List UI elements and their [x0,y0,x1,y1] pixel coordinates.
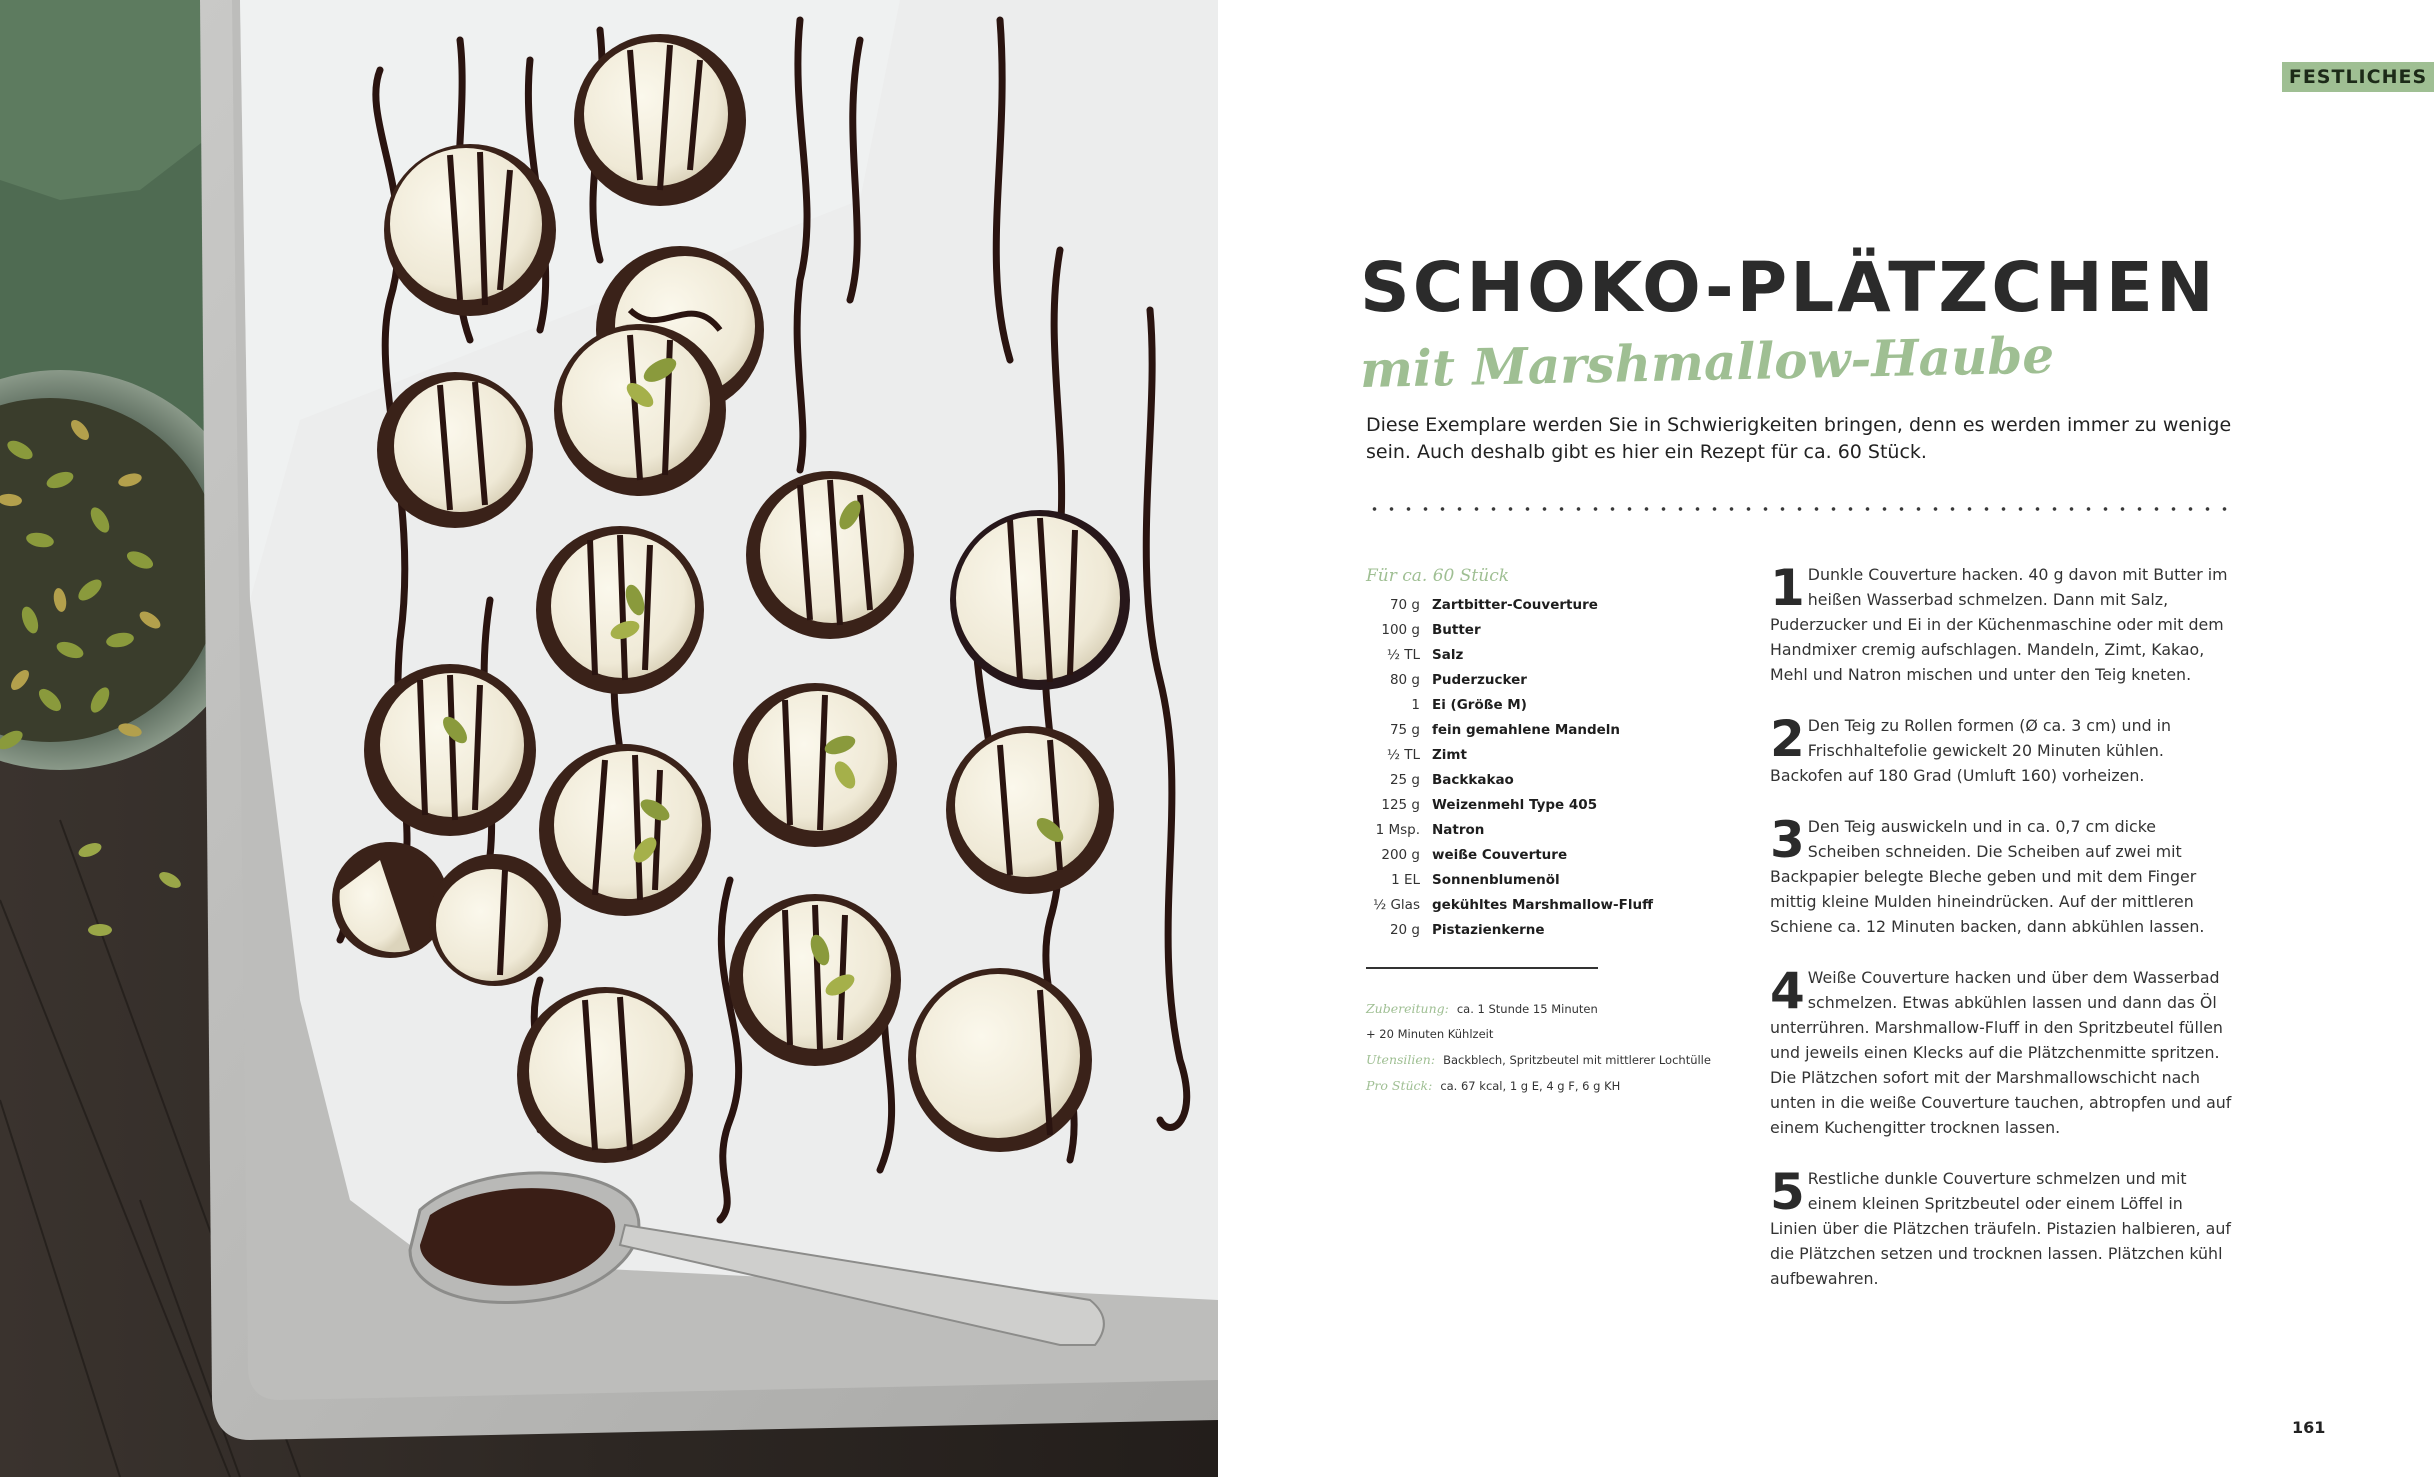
ingredient-qty: 200 g [1381,846,1420,863]
ingredient-qty: ½ Glas [1373,896,1420,913]
step-text: Den Teig auswickeln und in ca. 0,7 cm dicke Scheiben schneiden. Die Scheiben auf zwei mit Backpapier belegte Bleche geben und mit dem Finger mittig kleine Mulden hineindrücken. Auf der mittleren Schiene ca. 12 Minuten backen, dann abkühlen lassen. [1770,817,2205,936]
step [1770,811,2232,939]
step-number: 5 [1770,1163,1804,1221]
ingredient-name: Backkakao [1432,771,1514,788]
ingredient-name: fein gemahlene Mandeln [1432,721,1621,738]
ingredient-name: Salz [1432,646,1464,663]
ingredient-row [1352,692,1692,717]
ingredient-row [1352,717,1692,742]
ingredient-name: Natron [1432,821,1485,838]
ingredients-heading: Für ca. 60 Stück [1366,566,1510,586]
ingredient-qty: 125 g [1381,796,1420,813]
ingredient-qty: 100 g [1381,621,1420,638]
recipe-subtitle: mit Marshmallow-Haube [1359,325,2055,399]
ingredients-rule [1366,967,1598,969]
ingredient-name: Puderzucker [1432,671,1527,688]
utensils-value: Backblech, Spritzbeutel mit mittlerer Lochtülle [1443,1053,1711,1067]
ingredient-qty: 25 g [1389,771,1420,788]
ingredients-list [1352,592,1692,942]
step-number: 3 [1770,811,1804,869]
step-number: 1 [1770,559,1804,617]
ingredient-name: Zimt [1432,746,1467,763]
utensils [1366,1047,1711,1073]
ingredient-qty: 1 EL [1391,871,1420,888]
ingredient-name: Ei (Größe M) [1432,696,1527,713]
ingredient-row [1352,892,1692,917]
ingredient-row [1352,617,1692,642]
ingredient-name: Pistazienkerne [1432,921,1545,938]
ingredient-row [1352,842,1692,867]
ingredient-row [1352,817,1692,842]
per-piece [1366,1073,1706,1099]
step [1770,1163,2232,1291]
step-number: 4 [1770,962,1804,1020]
steps-list [1770,559,2232,1317]
ingredient-qty: 1 Msp. [1375,821,1420,838]
step-text: Restliche dunkle Couverture schmelzen und mit einem kleinen Spritzbeutel oder einem Löffel in Linien über die Plätzchen träufeln. Pistazien halbieren, auf die Plätzchen setzen und trocknen lassen. Plätzchen kühl aufbewahren. [1770,1169,2231,1288]
ingredient-row [1352,917,1692,942]
per-piece-label: Pro Stück: [1366,1078,1433,1093]
ingredient-row [1352,642,1692,667]
per-piece-value: ca. 67 kcal, 1 g E, 4 g F, 6 g KH [1440,1079,1621,1093]
section-tag: FESTLICHES [2282,62,2434,92]
ingredient-row [1352,767,1692,792]
step-text: Den Teig zu Rollen formen (Ø ca. 3 cm) und in Frischhaltefolie gewickelt 20 Minuten kühlen. Backofen auf 180 Grad (Umluft 160) vorheizen. [1770,716,2172,785]
ingredient-row [1352,792,1692,817]
prep-value: ca. 1 Stunde 15 Minuten [1456,1002,1598,1016]
recipe-title: SCHOKO-PLÄTZCHEN [1360,248,2217,328]
recipe-intro: Diese Exemplare werden Sie in Schwierigkeiten bringen, denn es werden immer zu wenige sein. Auch deshalb gibt es hier ein Rezept für ca. 60 Stück. [1366,414,2232,463]
prep-extra: + 20 Minuten Kühlzeit [1366,1027,1494,1041]
step [1770,559,2232,687]
ingredient-name: Sonnenblumenöl [1432,871,1560,888]
ingredient-name: Zartbitter-Couverture [1432,596,1598,613]
step [1770,962,2232,1140]
utensils-label: Utensilien: [1366,1052,1436,1067]
step-text: Dunkle Couverture hacken. 40 g davon mit Butter im heißen Wasserbad schmelzen. Dann mit Salz, Puderzucker und Ei in der Küchenmaschine oder mit dem Handmixer cremig aufschlagen. Mandeln, Zimt, Kakao, Mehl und Natron mischen und unter den Teig kneten. [1770,565,2228,684]
dotted-divider [1366,507,2236,511]
ingredient-qty: ½ TL [1386,746,1420,763]
step-text: Weiße Couverture hacken und über dem Wasserbad schmelzen. Etwas abkühlen lassen und dann das Öl unterrühren. Marshmallow-Fluff in den Spritzbeutel füllen und jeweils einen Klecks auf die Plätzchenmitte spritzen. Die Plätzchen sofort mit der Marshmallowschicht nach unten in die weiße Couverture tauchen, abtropfen und auf einem Kuchengitter trocknen lassen. [1770,968,2232,1137]
ingredient-row [1352,667,1692,692]
ingredient-name: Butter [1432,621,1481,638]
ingredient-qty: 75 g [1389,721,1420,738]
ingredient-name: weiße Couverture [1432,846,1568,863]
ingredient-qty: ½ TL [1386,646,1420,663]
step-number: 2 [1770,710,1804,768]
ingredient-row [1352,867,1692,892]
ingredient-qty: 80 g [1389,671,1420,688]
ingredient-qty: 70 g [1389,596,1420,613]
prep-time [1366,996,1706,1022]
prep-label: Zubereitung: [1366,1001,1449,1016]
ingredient-name: gekühltes Marshmallow-Fluff [1432,896,1654,913]
ingredient-name: Weizenmehl Type 405 [1432,796,1598,813]
page-number: 161 [2292,1418,2326,1437]
ingredient-row [1352,592,1692,617]
ingredient-row [1352,742,1692,767]
recipe-meta [1366,996,1711,1099]
ingredient-qty: 1 [1411,696,1420,713]
step [1770,710,2232,788]
ingredient-qty: 20 g [1389,921,1420,938]
